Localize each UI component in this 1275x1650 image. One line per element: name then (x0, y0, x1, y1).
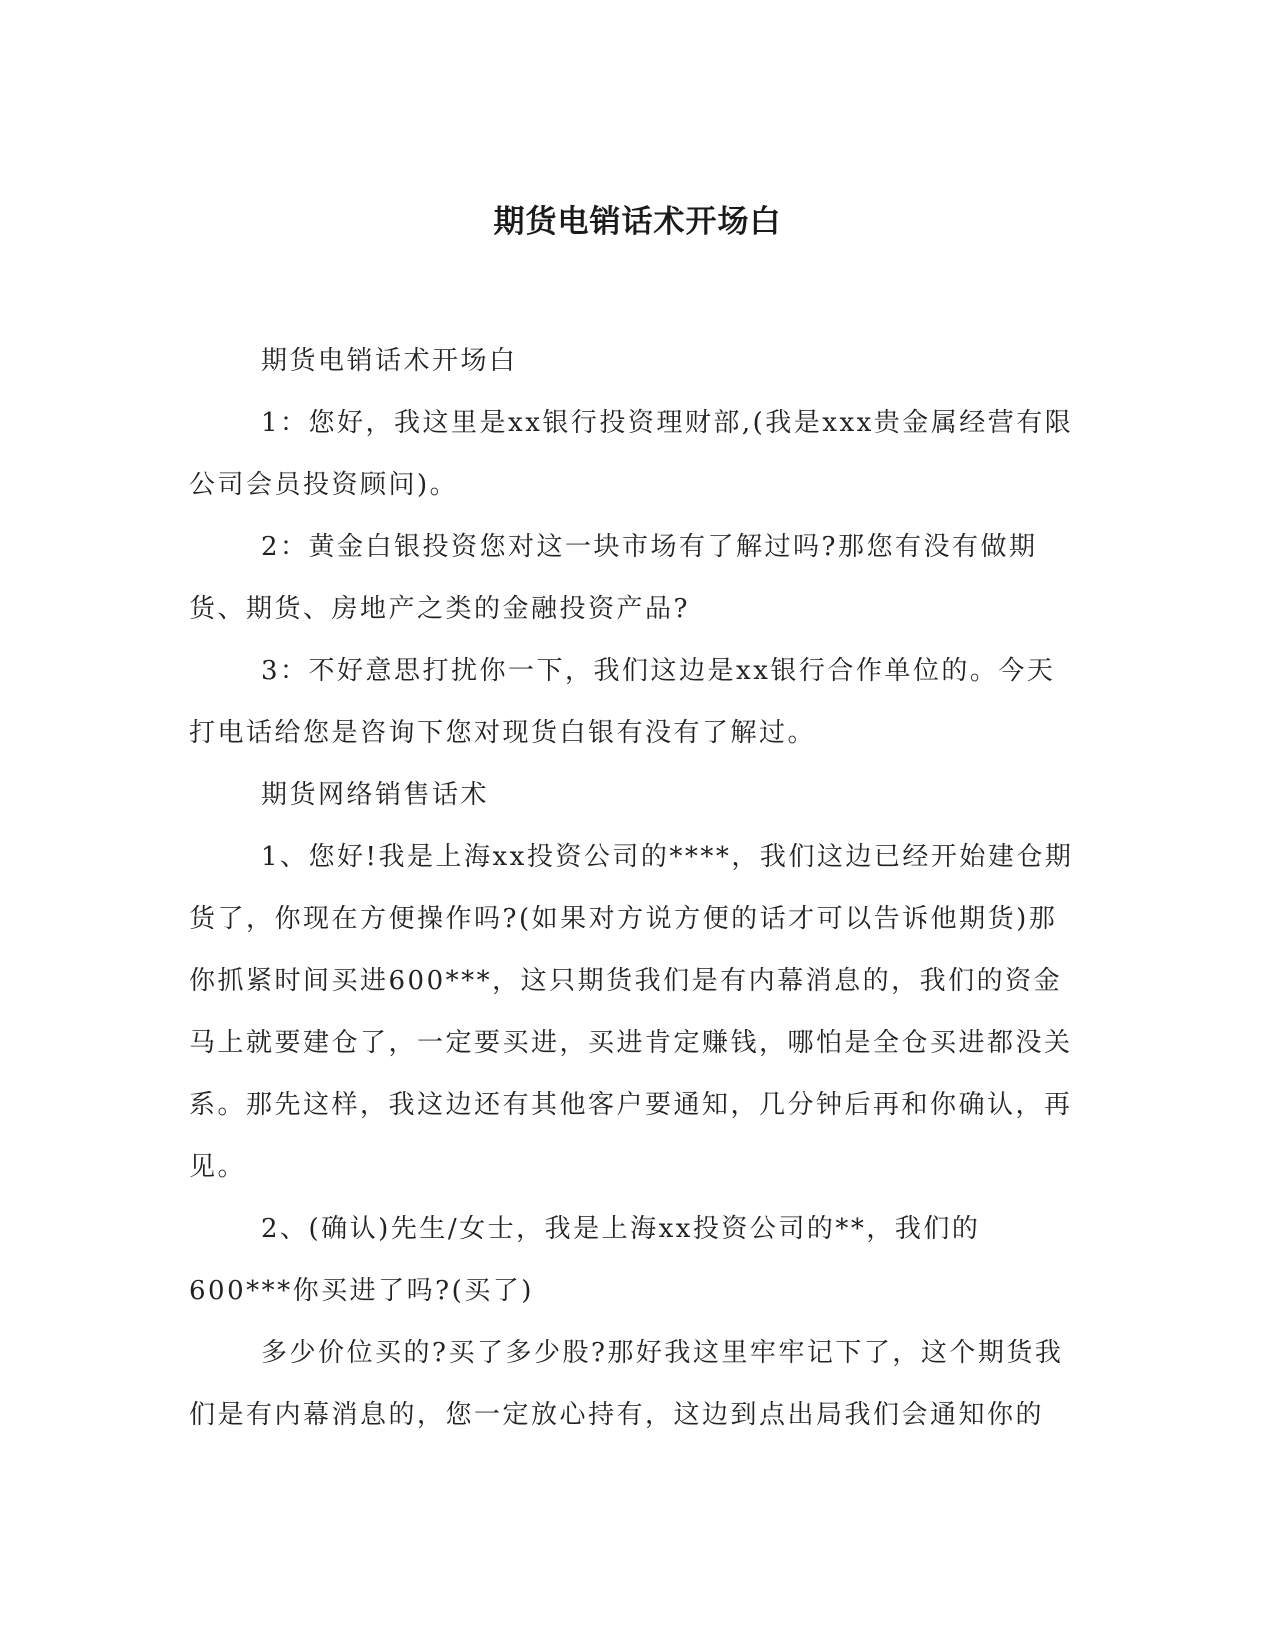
paragraph-item-2: 2：黄金白银投资您对这一块市场有了解过吗?那您有没有做期货、期货、房地产之类的金融投资产品? (189, 532, 1038, 624)
paragraph-section-heading: 期货电销话术开场白 (261, 346, 518, 376)
paragraph-item-3: 3：不好意思打扰你一下，我们这边是xx银行合作单位的。今天打电话给您是咨询下您对现货白银有没有了解过。 (189, 656, 1056, 748)
paragraph-script-3: 多少价位买的?买了多少股?那好我这里牢牢记下了，这个期货我们是有内幕消息的，您一定放心持有，这边到点出局我们会通知你的 (189, 1338, 1064, 1430)
paragraph-item-1: 1：您好，我这里是xx银行投资理财部,(我是xxx贵金属经营有限公司会员投资顾问)。 (189, 408, 1074, 500)
paragraph-script-1: 1、您好!我是上海xx投资公司的****，我们这边已经开始建仓期货了，你现在方便操作吗?(如果对方说方便的话才可以告诉他期货)那你抓紧时间买进600***，这只期货我们是有内幕消息的，我们的资金马上就要建仓了，一定要买进，买进肯定赚钱，哪怕是全仓买进都没关系。那先这样，我这边还有其他客户要通知，几分钟后再和你确认，再见。 (189, 842, 1074, 1182)
document-body (189, 330, 1079, 1446)
paragraph-script-2: 2、(确认)先生/女士，我是上海xx投资公司的**，我们的600***你买进了吗?(买了) (189, 1214, 981, 1306)
paragraph-section-heading-2: 期货网络销售话术 (261, 780, 490, 810)
document-title: 期货电销话术开场白 (493, 204, 782, 240)
